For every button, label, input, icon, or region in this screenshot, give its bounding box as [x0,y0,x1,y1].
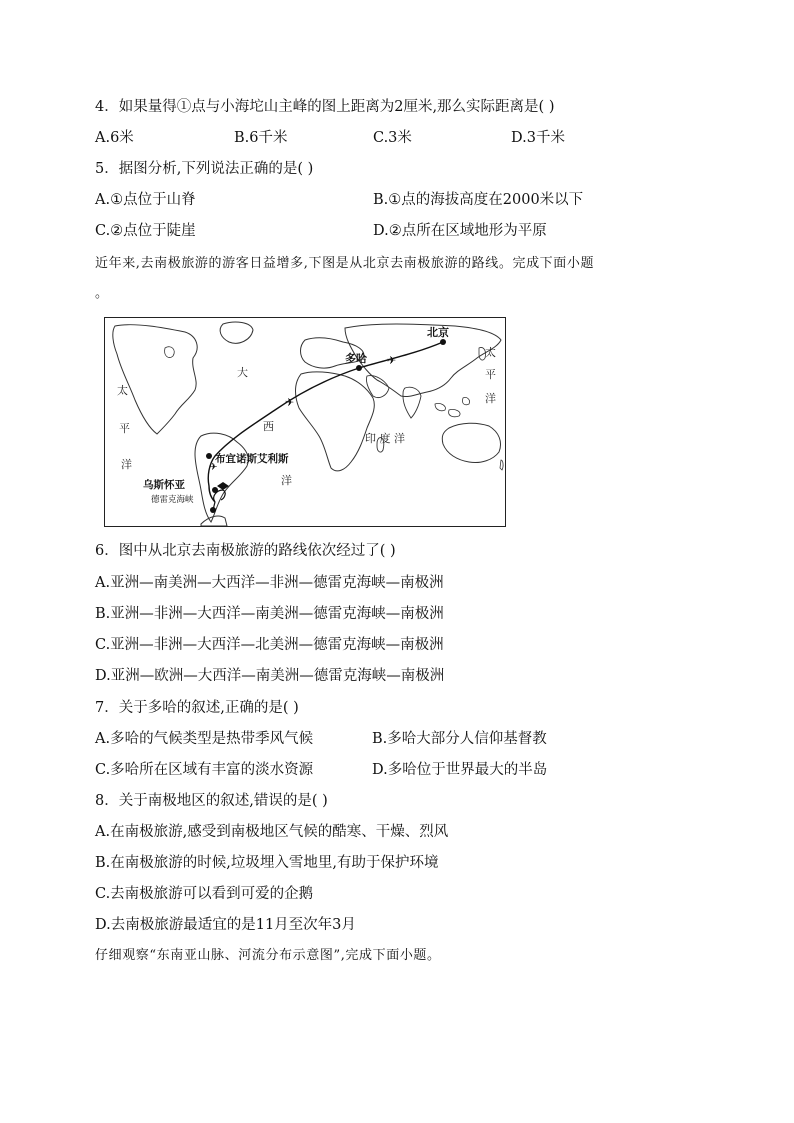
q5-option-b: B.①点的海拔高度在2000米以下 [373,192,584,208]
intro-text-line2: 。 [95,286,109,301]
buenos-aires-dot [206,453,212,459]
q5-option-c: C.②点位于陡崖 [95,223,196,239]
q4-stem: 4．如果量得①点与小海坨山主峰的图上距离为2厘米,那么实际距离是( ) [95,99,555,115]
atlantic-char: 洋 [281,474,292,487]
q8-option-a: A.在南极旅游,感受到南极地区气候的酷寒、干燥、烈风 [95,824,449,840]
asia-outline [345,324,501,397]
ushuaia-dot [212,487,218,493]
q8-option-d: D.去南极旅游最适宜的是11月至次年3月 [95,917,356,933]
ushuaia-label: 乌斯怀亚 [143,479,185,491]
beijing-dot [440,339,446,345]
pacific-left-char: 洋 [121,458,132,471]
q6-option-c: C.亚洲—非洲—大西洋—北美洲—德雷克海峡—南极洲 [95,637,444,653]
q5-option-d: D.②点所在区域地形为平原 [373,223,547,239]
plane-icon: ✈ [387,354,397,367]
beijing-label: 北京 [427,326,449,339]
pacific-right-char: 洋 [485,392,496,405]
drake-passage-label: 德雷克海峡 [151,495,194,505]
q4-option-a: A.6米 [95,130,134,146]
south-america-outline [195,433,248,522]
australia-outline [442,423,500,462]
atlantic-char: 大 [237,366,248,379]
doha-label: 多哈 [345,352,367,365]
q7-option-d: D.多哈位于世界最大的半岛 [372,762,548,778]
intro-text-line1: 近年来,去南极旅游的游客日益增多,下图是从北京去南极旅游的路线。完成下面小题 [95,256,595,271]
plane-icon: ✈ [209,462,218,473]
intro-text-next: 仔细观察“东南亚山脉、河流分布示意图”,完成下面小题。 [95,948,441,963]
q4-option-d: D.3千米 [511,130,565,146]
q6-option-b: B.亚洲—非洲—大西洋—南美洲—德雷克海峡—南极洲 [95,606,444,622]
plane-icon: ✈ [285,396,295,409]
pacific-right-char: 平 [485,368,496,381]
q5-stem: 5．据图分析,下列说法正确的是( ) [95,161,314,177]
q6-option-d: D.亚洲—欧洲—大西洋—南美洲—德雷克海峡—南极洲 [95,668,445,684]
pacific-left-char: 太 [117,384,128,397]
africa-outline [296,372,375,471]
greenland-outline [220,322,253,343]
atlantic-char: 西 [263,420,274,433]
antarctica-tip [201,516,227,526]
route-map [104,317,506,527]
antarctica-dot [210,507,216,513]
q6-stem: 6．图中从北京去南极旅游的路线依次经过了( ) [95,543,396,559]
doha-dot [356,365,362,371]
buenos-aires-label: 布宜诺斯艾利斯 [215,453,289,465]
pacific-right-char: 太 [485,346,496,359]
q7-option-a: A.多哈的气候类型是热带季风气候 [95,731,314,747]
q8-option-b: B.在南极旅游的时候,垃圾埋入雪地里,有助于保护环境 [95,855,439,871]
indian-ocean-label: 印 度 洋 [365,432,405,445]
q7-stem: 7．关于多哈的叙述,正确的是( ) [95,700,299,716]
q7-option-b: B.多哈大部分人信仰基督教 [372,731,547,747]
pacific-left-char: 平 [119,422,130,435]
q7-option-c: C.多哈所在区域有丰富的淡水资源 [95,762,314,778]
q4-option-b: B.6千米 [234,130,288,146]
q8-stem: 8．关于南极地区的叙述,错误的是( ) [95,793,328,809]
q6-option-a: A.亚洲—南美洲—大西洋—非洲—德雷克海峡—南极洲 [95,575,444,591]
q8-option-c: C.去南极旅游可以看到可爱的企鹅 [95,886,314,902]
north-america-outline [113,325,197,434]
q4-option-c: C.3米 [373,130,412,146]
q5-option-a: A.①点位于山脊 [95,192,196,208]
